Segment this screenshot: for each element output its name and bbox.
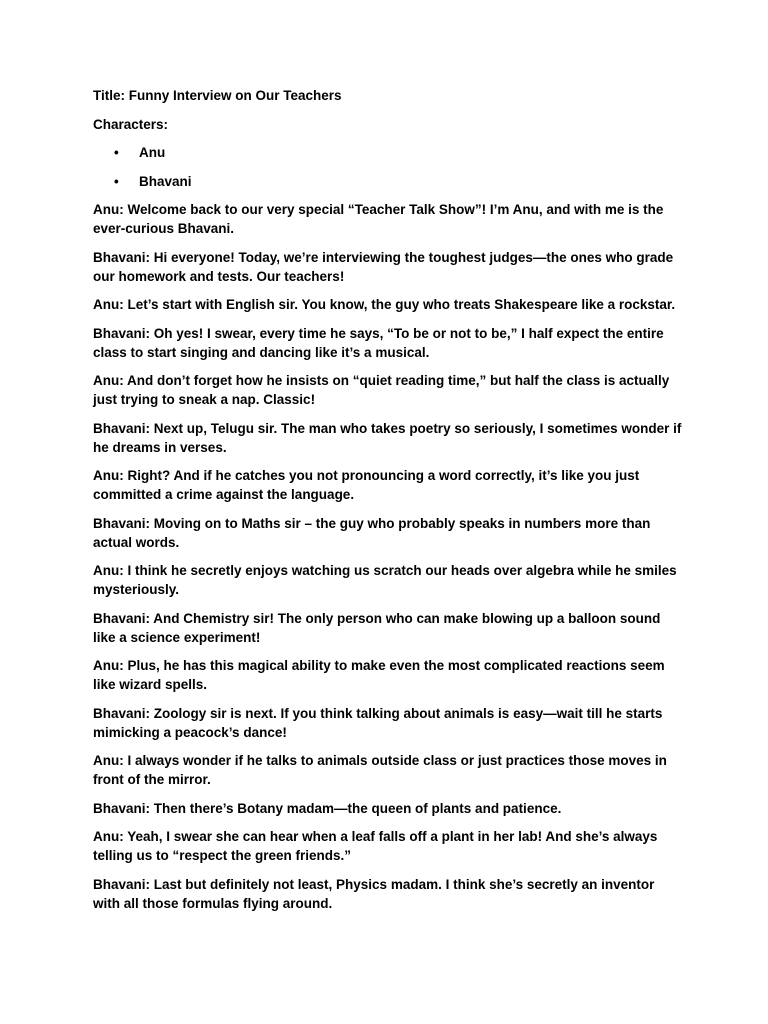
dialogue-line: Bhavani: And Chemistry sir! The only person who can make blowing up a balloon sound like a science experiment!: [93, 610, 661, 645]
dialogue-line: Bhavani: Moving on to Maths sir – the guy who probably speaks in numbers more than actual words.: [93, 515, 651, 550]
dialogue-line: Anu: Right? And if he catches you not pronouncing a word correctly, it’s like you just committed a crime against the language.: [93, 468, 640, 502]
bullet-icon: •: [114, 173, 119, 189]
dialogue-line: Bhavani: Zoology sir is next. If you think talking about animals is easy—wait till he starts mimicking a peacock’s dance!: [93, 705, 663, 740]
dialogue-line: Anu: Plus, he has this magical ability to make even the most complicated reactions seem like wizard spells.: [93, 658, 665, 692]
dialogue-line: Anu: Yeah, I swear she can hear when a leaf falls off a plant in her lab! And she’s always telling us to “respect the green friends.”: [93, 829, 658, 863]
list-item: [93, 143, 683, 162]
dialogue-line: Bhavani: Oh yes! I swear, every time he says, “To be or not to be,” I half expect the entire class to start singing and dancing like it’s a musical.: [93, 325, 664, 360]
dialogue-line: Bhavani: Next up, Telugu sir. The man who takes poetry so seriously, I sometimes wonder if he dreams in verses.: [93, 420, 682, 455]
dialogue-line: Anu: And don’t forget how he insists on “quiet reading time,” but half the class is actually just trying to sneak a nap. Classic!: [93, 373, 670, 407]
character-name: Bhavani: [139, 173, 192, 189]
document-title: Title: Funny Interview on Our Teachers: [93, 88, 342, 103]
dialogue-line: Anu: I think he secretly enjoys watching us scratch our heads over algebra while he smiles mysteriously.: [93, 563, 677, 597]
list-item: [93, 172, 683, 191]
character-list: [93, 143, 683, 191]
bullet-icon: •: [114, 145, 119, 160]
document-page: [93, 86, 683, 922]
characters-label: Characters:: [93, 116, 169, 132]
dialogue-line: Anu: Welcome back to our very special “Teacher Talk Show”! I’m Anu, and with me is the ever-curious Bhavani.: [93, 202, 664, 236]
dialogue-line: Bhavani: Last but definitely not least, Physics madam. I think she’s secretly an inventor with all those formulas flying around.: [93, 876, 655, 911]
character-name: Anu: [139, 145, 166, 160]
dialogue-line: Anu: Let’s start with English sir. You know, the guy who treats Shakespeare like a rockstar.: [93, 297, 676, 312]
dialogue-line: Bhavani: Then there’s Botany madam—the queen of plants and patience.: [93, 800, 562, 816]
dialogue-line: Anu: I always wonder if he talks to animals outside class or just practices those moves in front of the mirror.: [93, 753, 667, 787]
dialogue-line: Bhavani: Hi everyone! Today, we’re interviewing the toughest judges—the ones who grade our homework and tests. Our teachers!: [93, 249, 674, 284]
